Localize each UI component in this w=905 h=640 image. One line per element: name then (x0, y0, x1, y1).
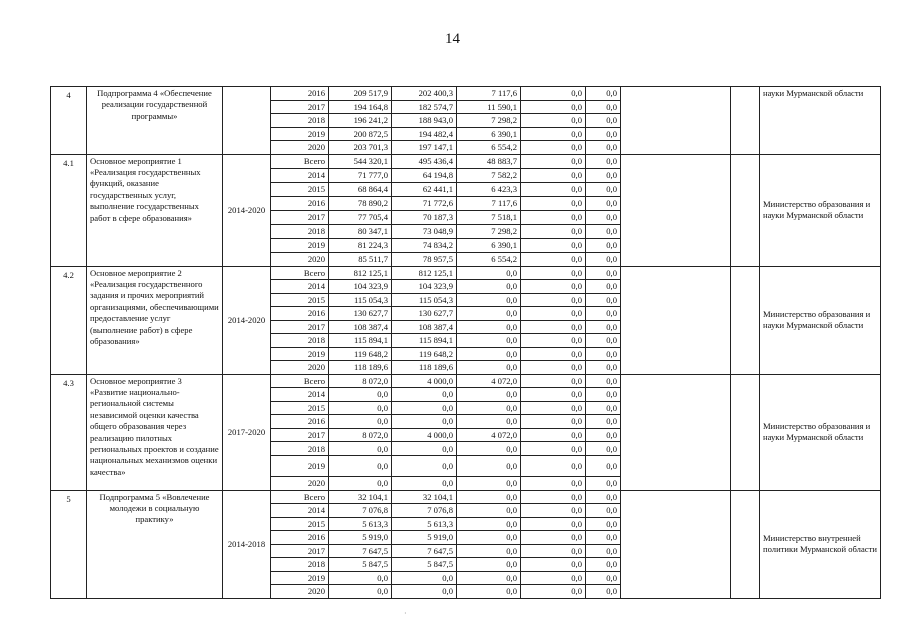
federal-budget-cell: 7 117,6 (457, 87, 521, 101)
year-cell: 2018 (271, 334, 329, 348)
year-cell: 2018 (271, 442, 329, 456)
other-funds-cell: 0,0 (586, 252, 621, 266)
local-budget-cell: 0,0 (521, 490, 586, 504)
year-cell: 2017 (271, 544, 329, 558)
period: 2014-2020 (223, 266, 271, 374)
other-funds-cell: 0,0 (586, 374, 621, 388)
regional-budget-cell: 0,0 (392, 477, 457, 491)
federal-budget-cell: 0,0 (457, 388, 521, 402)
total-cell: 196 241,2 (329, 114, 392, 128)
local-budget-cell: 0,0 (521, 238, 586, 252)
empty-cell (621, 266, 731, 374)
local-budget-cell: 0,0 (521, 428, 586, 442)
federal-budget-cell: 4 072,0 (457, 374, 521, 388)
empty-cell (621, 374, 731, 490)
total-cell: 85 511,7 (329, 252, 392, 266)
year-cell: 2016 (271, 415, 329, 429)
regional-budget-cell: 0,0 (392, 442, 457, 456)
federal-budget-cell: 0,0 (457, 544, 521, 558)
year-cell: 2015 (271, 517, 329, 531)
other-funds-cell: 0,0 (586, 347, 621, 361)
total-cell: 0,0 (329, 401, 392, 415)
year-cell: 2014 (271, 388, 329, 402)
total-cell: 0,0 (329, 415, 392, 429)
local-budget-cell: 0,0 (521, 334, 586, 348)
local-budget-cell: 0,0 (521, 114, 586, 128)
table-row (51, 266, 881, 280)
regional-budget-cell: 130 627,7 (392, 307, 457, 321)
federal-budget-cell: 0,0 (457, 490, 521, 504)
local-budget-cell: 0,0 (521, 456, 586, 477)
year-cell: 2020 (271, 585, 329, 599)
empty-cell (731, 374, 760, 490)
year-cell: 2014 (271, 280, 329, 294)
other-funds-cell: 0,0 (586, 504, 621, 518)
total-cell: 209 517,9 (329, 87, 392, 101)
year-cell: 2020 (271, 477, 329, 491)
year-cell: 2014 (271, 168, 329, 182)
local-budget-cell: 0,0 (521, 388, 586, 402)
year-cell: 2016 (271, 196, 329, 210)
federal-budget-cell: 0,0 (457, 361, 521, 375)
total-cell: 0,0 (329, 442, 392, 456)
regional-budget-cell: 182 574,7 (392, 100, 457, 114)
other-funds-cell: 0,0 (586, 490, 621, 504)
total-cell: 118 189,6 (329, 361, 392, 375)
total-cell: 8 072,0 (329, 428, 392, 442)
other-funds-cell: 0,0 (586, 544, 621, 558)
federal-budget-cell: 0,0 (457, 558, 521, 572)
year-cell: Всего (271, 374, 329, 388)
federal-budget-cell: 0,0 (457, 477, 521, 491)
year-cell: 2020 (271, 252, 329, 266)
federal-budget-cell: 0,0 (457, 571, 521, 585)
regional-budget-cell: 74 834,2 (392, 238, 457, 252)
item-name: Основное мероприятие 1 «Реализация государственных функций, оказание государственных услуг, выполнение государственных работ в сфере образования» (87, 154, 223, 266)
federal-budget-cell: 7 298,2 (457, 224, 521, 238)
local-budget-cell: 0,0 (521, 280, 586, 294)
total-cell: 7 647,5 (329, 544, 392, 558)
year-cell: 2015 (271, 293, 329, 307)
federal-budget-cell: 0,0 (457, 456, 521, 477)
empty-cell (731, 490, 760, 598)
other-funds-cell: 0,0 (586, 293, 621, 307)
year-cell: 2018 (271, 558, 329, 572)
other-funds-cell: 0,0 (586, 266, 621, 280)
total-cell: 0,0 (329, 585, 392, 599)
item-name: Подпрограмма 5 «Вовлечение молодежи в социальную практику» (87, 490, 223, 598)
other-funds-cell: 0,0 (586, 224, 621, 238)
other-funds-cell: 0,0 (586, 182, 621, 196)
local-budget-cell: 0,0 (521, 210, 586, 224)
federal-budget-cell: 6 554,2 (457, 141, 521, 155)
regional-budget-cell: 5 613,3 (392, 517, 457, 531)
local-budget-cell: 0,0 (521, 517, 586, 531)
regional-budget-cell: 0,0 (392, 401, 457, 415)
other-funds-cell: 0,0 (586, 320, 621, 334)
federal-budget-cell: 6 554,2 (457, 252, 521, 266)
other-funds-cell: 0,0 (586, 168, 621, 182)
federal-budget-cell: 6 390,1 (457, 238, 521, 252)
scan-mark: · (404, 609, 407, 618)
year-cell: 2016 (271, 87, 329, 101)
federal-budget-cell: 7 582,2 (457, 168, 521, 182)
year-cell: 2020 (271, 141, 329, 155)
regional-budget-cell: 73 048,9 (392, 224, 457, 238)
total-cell: 115 054,3 (329, 293, 392, 307)
year-cell: Всего (271, 154, 329, 168)
regional-budget-cell: 0,0 (392, 415, 457, 429)
table-row (51, 87, 881, 101)
other-funds-cell: 0,0 (586, 415, 621, 429)
other-funds-cell: 0,0 (586, 210, 621, 224)
federal-budget-cell: 7 298,2 (457, 114, 521, 128)
total-cell: 200 872,5 (329, 127, 392, 141)
regional-budget-cell: 104 323,9 (392, 280, 457, 294)
other-funds-cell: 0,0 (586, 361, 621, 375)
row-number: 5 (51, 490, 87, 598)
federal-budget-cell: 6 390,1 (457, 127, 521, 141)
regional-budget-cell: 194 482,4 (392, 127, 457, 141)
regional-budget-cell: 108 387,4 (392, 320, 457, 334)
item-name: Основное мероприятие 2 «Реализация государственного задания и прочих мероприятий организациями, обеспечивающими предоставление услуг (выполнение работ) в сфере образования» (87, 266, 223, 374)
regional-budget-cell: 0,0 (392, 585, 457, 599)
total-cell: 7 076,8 (329, 504, 392, 518)
local-budget-cell: 0,0 (521, 168, 586, 182)
empty-cell (731, 154, 760, 266)
other-funds-cell: 0,0 (586, 154, 621, 168)
local-budget-cell: 0,0 (521, 401, 586, 415)
other-funds-cell: 0,0 (586, 141, 621, 155)
local-budget-cell: 0,0 (521, 87, 586, 101)
empty-cell (621, 490, 731, 598)
federal-budget-cell: 0,0 (457, 347, 521, 361)
year-cell: 2018 (271, 114, 329, 128)
table-row (51, 490, 881, 504)
regional-budget-cell: 7 076,8 (392, 504, 457, 518)
regional-budget-cell: 70 187,3 (392, 210, 457, 224)
local-budget-cell: 0,0 (521, 585, 586, 599)
year-cell: 2017 (271, 428, 329, 442)
year-cell: 2016 (271, 531, 329, 545)
total-cell: 812 125,1 (329, 266, 392, 280)
row-number: 4.3 (51, 374, 87, 490)
year-cell: 2015 (271, 401, 329, 415)
total-cell: 0,0 (329, 456, 392, 477)
other-funds-cell: 0,0 (586, 238, 621, 252)
regional-budget-cell: 71 772,6 (392, 196, 457, 210)
regional-budget-cell: 115 894,1 (392, 334, 457, 348)
regional-budget-cell: 62 441,1 (392, 182, 457, 196)
local-budget-cell: 0,0 (521, 504, 586, 518)
local-budget-cell: 0,0 (521, 442, 586, 456)
other-funds-cell: 0,0 (586, 558, 621, 572)
federal-budget-cell: 0,0 (457, 293, 521, 307)
local-budget-cell: 0,0 (521, 196, 586, 210)
total-cell: 203 701,3 (329, 141, 392, 155)
total-cell: 81 224,3 (329, 238, 392, 252)
local-budget-cell: 0,0 (521, 320, 586, 334)
other-funds-cell: 0,0 (586, 442, 621, 456)
federal-budget-cell: 7 518,1 (457, 210, 521, 224)
year-cell: 2016 (271, 307, 329, 321)
year-cell: Всего (271, 266, 329, 280)
executor: науки Мурманской области (760, 87, 881, 155)
federal-budget-cell: 0,0 (457, 401, 521, 415)
local-budget-cell: 0,0 (521, 224, 586, 238)
empty-cell (731, 87, 760, 155)
executor: Министерство внутренней политики Мурманской области (760, 490, 881, 598)
other-funds-cell: 0,0 (586, 307, 621, 321)
local-budget-cell: 0,0 (521, 544, 586, 558)
regional-budget-cell: 4 000,0 (392, 428, 457, 442)
regional-budget-cell: 7 647,5 (392, 544, 457, 558)
regional-budget-cell: 78 957,5 (392, 252, 457, 266)
executor: Министерство образования и науки Мурманской области (760, 154, 881, 266)
local-budget-cell: 0,0 (521, 477, 586, 491)
total-cell: 77 705,4 (329, 210, 392, 224)
other-funds-cell: 0,0 (586, 428, 621, 442)
other-funds-cell: 0,0 (586, 114, 621, 128)
regional-budget-cell: 0,0 (392, 388, 457, 402)
total-cell: 0,0 (329, 388, 392, 402)
executor: Министерство образования и науки Мурманской области (760, 374, 881, 490)
total-cell: 115 894,1 (329, 334, 392, 348)
row-number: 4 (51, 87, 87, 155)
item-name: Основное мероприятие 3 «Развитие национально-региональной системы независимой оценки качества общего образования через реализацию пилотных региональных проектов и создание национальных механизмов оценки качества» (87, 374, 223, 490)
executor: Министерство образования и науки Мурманской области (760, 266, 881, 374)
local-budget-cell: 0,0 (521, 307, 586, 321)
year-cell: 2019 (271, 347, 329, 361)
year-cell: 2015 (271, 182, 329, 196)
table-row (51, 374, 881, 388)
regional-budget-cell: 115 054,3 (392, 293, 457, 307)
regional-budget-cell: 0,0 (392, 456, 457, 477)
total-cell: 5 613,3 (329, 517, 392, 531)
federal-budget-cell: 0,0 (457, 517, 521, 531)
total-cell: 5 847,5 (329, 558, 392, 572)
local-budget-cell: 0,0 (521, 293, 586, 307)
budget-table (50, 86, 881, 599)
regional-budget-cell: 119 648,2 (392, 347, 457, 361)
local-budget-cell: 0,0 (521, 347, 586, 361)
regional-budget-cell: 495 436,4 (392, 154, 457, 168)
local-budget-cell: 0,0 (521, 415, 586, 429)
other-funds-cell: 0,0 (586, 585, 621, 599)
regional-budget-cell: 5 847,5 (392, 558, 457, 572)
federal-budget-cell: 7 117,6 (457, 196, 521, 210)
year-cell: 2020 (271, 361, 329, 375)
other-funds-cell: 0,0 (586, 87, 621, 101)
federal-budget-cell: 0,0 (457, 585, 521, 599)
year-cell: 2019 (271, 456, 329, 477)
total-cell: 0,0 (329, 571, 392, 585)
total-cell: 544 320,1 (329, 154, 392, 168)
regional-budget-cell: 64 194,8 (392, 168, 457, 182)
federal-budget-cell: 6 423,3 (457, 182, 521, 196)
federal-budget-cell: 48 883,7 (457, 154, 521, 168)
other-funds-cell: 0,0 (586, 196, 621, 210)
regional-budget-cell: 118 189,6 (392, 361, 457, 375)
row-number: 4.2 (51, 266, 87, 374)
other-funds-cell: 0,0 (586, 517, 621, 531)
local-budget-cell: 0,0 (521, 361, 586, 375)
other-funds-cell: 0,0 (586, 456, 621, 477)
total-cell: 108 387,4 (329, 320, 392, 334)
table-body (51, 87, 881, 599)
local-budget-cell: 0,0 (521, 252, 586, 266)
period: 2014-2018 (223, 490, 271, 598)
local-budget-cell: 0,0 (521, 374, 586, 388)
federal-budget-cell: 0,0 (457, 531, 521, 545)
federal-budget-cell: 11 590,1 (457, 100, 521, 114)
federal-budget-cell: 0,0 (457, 320, 521, 334)
local-budget-cell: 0,0 (521, 127, 586, 141)
other-funds-cell: 0,0 (586, 531, 621, 545)
empty-cell (731, 266, 760, 374)
total-cell: 104 323,9 (329, 280, 392, 294)
other-funds-cell: 0,0 (586, 571, 621, 585)
other-funds-cell: 0,0 (586, 100, 621, 114)
regional-budget-cell: 0,0 (392, 571, 457, 585)
federal-budget-cell: 0,0 (457, 307, 521, 321)
regional-budget-cell: 5 919,0 (392, 531, 457, 545)
period: 2014-2020 (223, 154, 271, 266)
federal-budget-cell: 4 072,0 (457, 428, 521, 442)
regional-budget-cell: 4 000,0 (392, 374, 457, 388)
total-cell: 130 627,7 (329, 307, 392, 321)
year-cell: 2019 (271, 127, 329, 141)
year-cell: Всего (271, 490, 329, 504)
total-cell: 78 890,2 (329, 196, 392, 210)
local-budget-cell: 0,0 (521, 154, 586, 168)
other-funds-cell: 0,0 (586, 388, 621, 402)
other-funds-cell: 0,0 (586, 127, 621, 141)
federal-budget-cell: 0,0 (457, 504, 521, 518)
other-funds-cell: 0,0 (586, 401, 621, 415)
year-cell: 2019 (271, 238, 329, 252)
local-budget-cell: 0,0 (521, 100, 586, 114)
federal-budget-cell: 0,0 (457, 266, 521, 280)
total-cell: 68 864,4 (329, 182, 392, 196)
total-cell: 80 347,1 (329, 224, 392, 238)
year-cell: 2017 (271, 210, 329, 224)
total-cell: 8 072,0 (329, 374, 392, 388)
federal-budget-cell: 0,0 (457, 334, 521, 348)
regional-budget-cell: 812 125,1 (392, 266, 457, 280)
local-budget-cell: 0,0 (521, 558, 586, 572)
period (223, 87, 271, 155)
page-number: 14 (445, 31, 460, 47)
regional-budget-cell: 32 104,1 (392, 490, 457, 504)
federal-budget-cell: 0,0 (457, 442, 521, 456)
regional-budget-cell: 202 400,3 (392, 87, 457, 101)
other-funds-cell: 0,0 (586, 334, 621, 348)
year-cell: 2017 (271, 100, 329, 114)
local-budget-cell: 0,0 (521, 182, 586, 196)
local-budget-cell: 0,0 (521, 571, 586, 585)
total-cell: 32 104,1 (329, 490, 392, 504)
local-budget-cell: 0,0 (521, 141, 586, 155)
period: 2017-2020 (223, 374, 271, 490)
federal-budget-cell: 0,0 (457, 415, 521, 429)
empty-cell (621, 87, 731, 155)
federal-budget-cell: 0,0 (457, 280, 521, 294)
total-cell: 5 919,0 (329, 531, 392, 545)
row-number: 4.1 (51, 154, 87, 266)
year-cell: 2018 (271, 224, 329, 238)
empty-cell (621, 154, 731, 266)
total-cell: 71 777,0 (329, 168, 392, 182)
total-cell: 0,0 (329, 477, 392, 491)
total-cell: 194 164,8 (329, 100, 392, 114)
total-cell: 119 648,2 (329, 347, 392, 361)
local-budget-cell: 0,0 (521, 531, 586, 545)
year-cell: 2014 (271, 504, 329, 518)
year-cell: 2017 (271, 320, 329, 334)
regional-budget-cell: 188 943,0 (392, 114, 457, 128)
year-cell: 2019 (271, 571, 329, 585)
item-name: Подпрограмма 4 «Обеспечение реализации государственной программы» (87, 87, 223, 155)
regional-budget-cell: 197 147,1 (392, 141, 457, 155)
other-funds-cell: 0,0 (586, 280, 621, 294)
local-budget-cell: 0,0 (521, 266, 586, 280)
table-row (51, 154, 881, 168)
other-funds-cell: 0,0 (586, 477, 621, 491)
